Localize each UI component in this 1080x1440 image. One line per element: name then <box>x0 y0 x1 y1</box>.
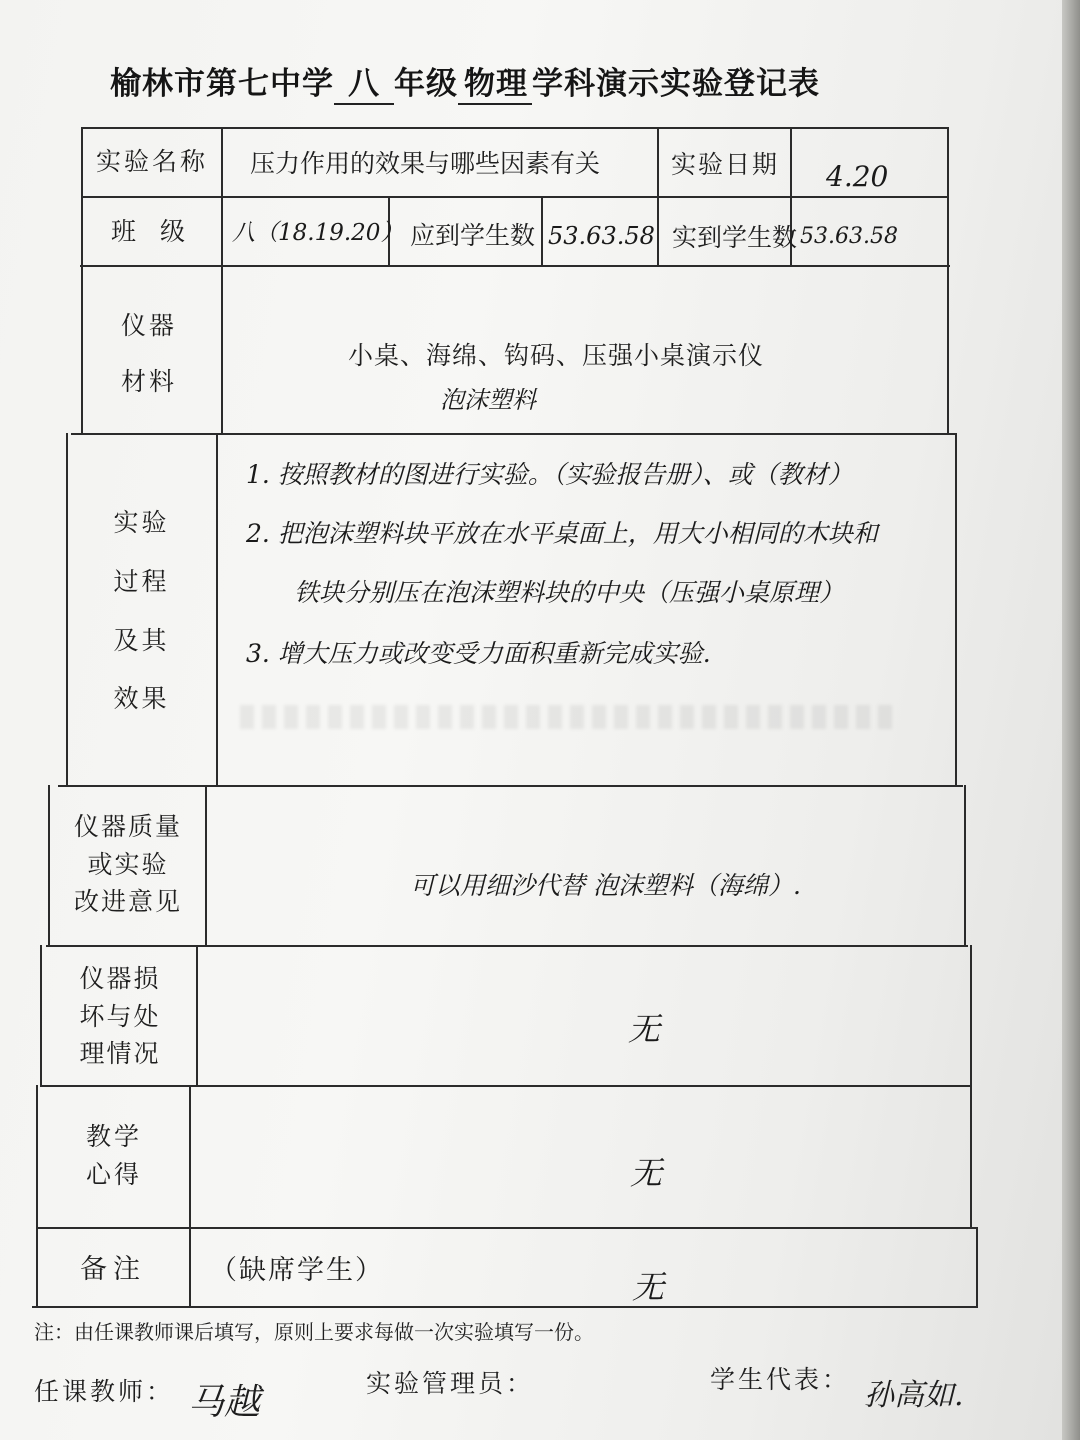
table-border-top <box>82 127 948 129</box>
process-step: 3. 增大压力或改变受力面积重新完成实验. <box>246 639 711 668</box>
remarks-value: 无 <box>632 1268 665 1306</box>
process-label-line: 实验 <box>113 508 170 537</box>
table-border-right <box>947 127 949 433</box>
experiment-name-label: 实验名称 <box>95 147 208 176</box>
process-step: 铁块分别压在泡沫塑料块的中央（压强小桌原理） <box>294 578 845 607</box>
admin-label: 实验管理员： <box>366 1369 535 1398</box>
date-label: 实验日期 <box>670 150 779 179</box>
teacher-signature: 马越 <box>188 1382 261 1423</box>
equipment-label <box>84 298 214 411</box>
title-grade: 八 <box>334 58 394 105</box>
label-column-divider <box>205 785 207 945</box>
teaching-value: 无 <box>630 1154 663 1192</box>
table-line <box>58 785 963 787</box>
quality-label <box>54 808 202 921</box>
desk-edge <box>1062 0 1080 1440</box>
bleed-through-mark <box>240 705 900 729</box>
student-rep-label: 学生代表： <box>710 1365 851 1394</box>
damage-value: 无 <box>628 1010 661 1048</box>
title-suffix: 学科演示实验登记表 <box>532 66 820 102</box>
label-column-divider <box>189 1085 191 1306</box>
table-border-right <box>955 433 957 785</box>
class-label: 班 级 <box>111 217 193 246</box>
table-border-left <box>66 433 68 787</box>
footer-note: 注：由任课教师课后填写，原则上要求每做一次实验填写一份。 <box>34 1320 594 1344</box>
damage-label <box>46 960 194 1073</box>
label-column-divider <box>216 433 218 785</box>
page-title <box>110 58 970 105</box>
expected-count-value: 53.63.58 <box>548 222 655 250</box>
quality-label-line: 改进意见 <box>73 887 182 916</box>
actual-count-label: 实到学生数 <box>672 223 798 252</box>
table-line <box>46 945 968 947</box>
damage-label-line: 坏与处 <box>79 1001 161 1031</box>
remarks-label: 备注 <box>80 1254 146 1285</box>
equipment-label-line: 材料 <box>120 367 177 397</box>
table-border-left <box>40 945 42 1087</box>
table-border-left <box>36 1085 38 1308</box>
date-value: 4.20 <box>826 160 889 193</box>
teaching-label <box>40 1118 188 1193</box>
table-line <box>40 1085 972 1087</box>
process-label-line: 及其 <box>113 625 170 655</box>
teacher-label: 任课教师： <box>34 1377 175 1406</box>
table-line <box>541 196 543 266</box>
table-line <box>71 433 955 435</box>
process-label-line: 过程 <box>113 566 170 596</box>
table-border-left <box>81 127 83 435</box>
title-school: 榆林市第七中学 <box>110 66 334 102</box>
label-column-divider <box>196 945 198 1087</box>
process-step: 1. 按照教材的图进行实验。（实验报告册）、或（教材） <box>246 460 853 489</box>
table-line <box>36 1227 976 1229</box>
damage-label-line: 仪器损 <box>79 964 161 993</box>
equipment-label-line: 仪器 <box>120 311 177 340</box>
remarks-hint: （缺席学生） <box>210 1255 384 1286</box>
expected-count-label: 应到学生数 <box>410 221 536 250</box>
equipment-printed: 小桌、海绵、钩码、压强小桌演示仪 <box>348 341 765 370</box>
table-border-right <box>976 1227 978 1308</box>
actual-count-value: 53.63.58 <box>800 224 898 249</box>
teaching-label-line: 心得 <box>85 1159 142 1189</box>
student-rep-signature: 孙高如. <box>864 1378 964 1413</box>
table-line <box>80 265 950 267</box>
table-line <box>81 196 949 198</box>
process-label <box>74 494 209 729</box>
quality-label-line: 仪器质量 <box>73 812 182 841</box>
experiment-name-value: 压力作用的效果与哪些因素有关 <box>250 149 601 178</box>
table-border-right <box>970 945 972 1227</box>
table-line <box>657 127 659 266</box>
equipment-handwritten: 泡沫塑料 <box>440 386 536 414</box>
damage-label-line: 理情况 <box>79 1039 161 1068</box>
title-subject: 物理 <box>458 58 532 105</box>
title-grade-suffix: 年级 <box>394 66 458 102</box>
class-value: 八（18.19.20） <box>232 220 404 246</box>
table-border-bottom <box>32 1306 978 1308</box>
quality-value: 可以用细沙代替 泡沫塑料（海绵）. <box>410 871 801 900</box>
label-column-divider <box>221 127 223 433</box>
table-border-left <box>48 785 50 947</box>
teaching-label-line: 教学 <box>85 1122 142 1151</box>
process-label-line: 效果 <box>113 684 170 714</box>
process-step: 2. 把泡沫塑料块平放在水平桌面上，用大小相同的木块和 <box>246 519 878 548</box>
table-border-right <box>964 785 966 945</box>
quality-label-line: 或实验 <box>87 849 169 879</box>
